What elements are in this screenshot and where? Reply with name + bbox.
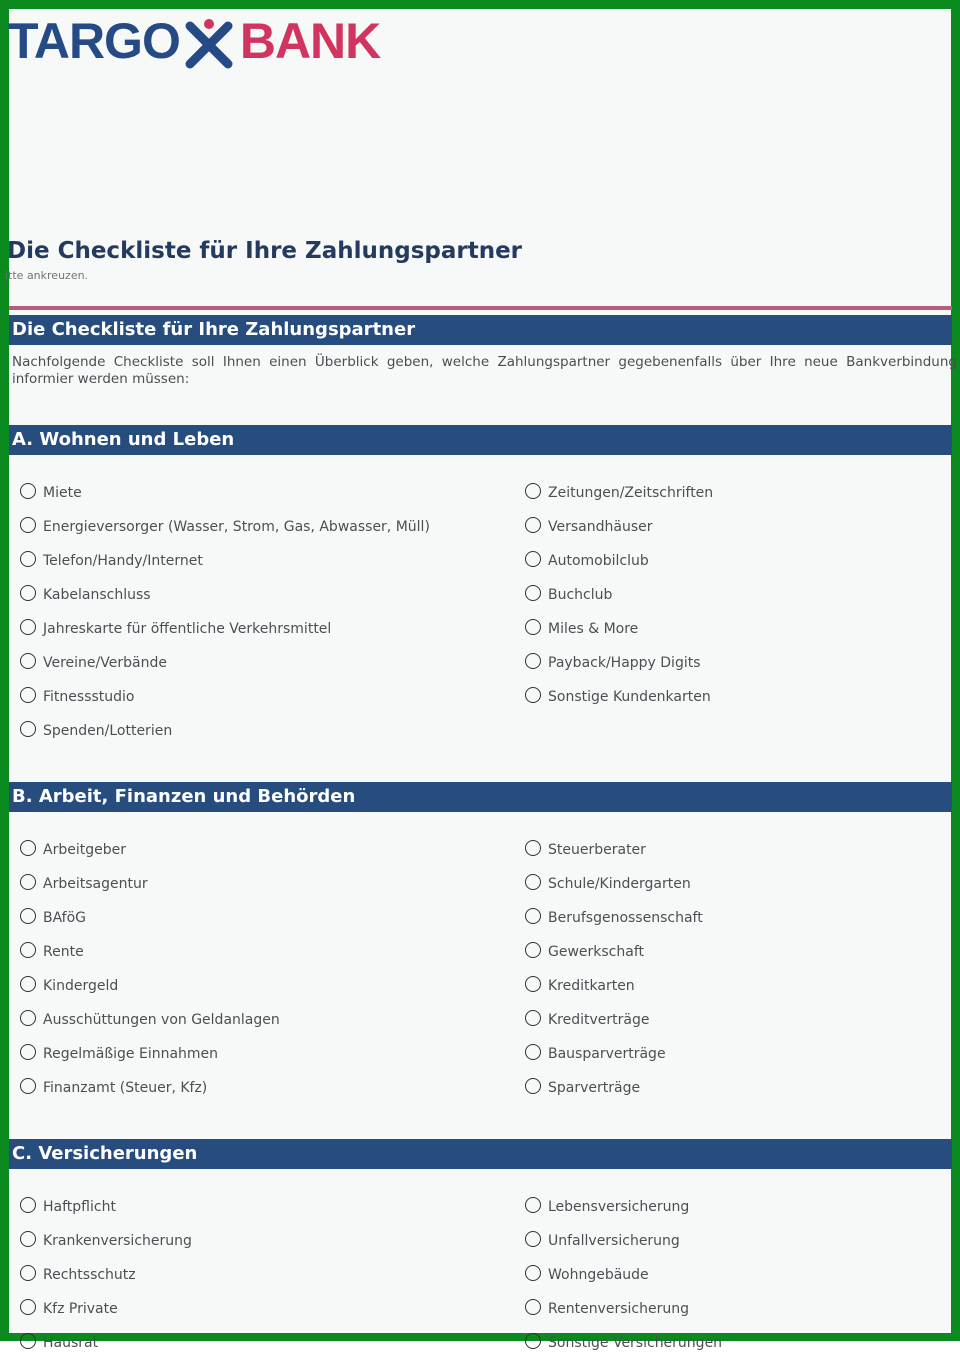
checklist-item-label: Energieversorger (Wasser, Strom, Gas, Abwasser, Müll) [43, 519, 430, 535]
checklist-item-label: Berufsgenossenschaft [548, 910, 703, 926]
logo-targo-text: TARGO [8, 13, 180, 69]
radio-button[interactable] [525, 483, 541, 499]
checklist-item-label: Unfallversicherung [548, 1233, 680, 1249]
checklist-item-label: Hausrat [43, 1335, 99, 1351]
radio-button[interactable] [20, 1197, 36, 1213]
checklist-item[interactable] [20, 1258, 192, 1292]
radio-button[interactable] [525, 1197, 541, 1213]
radio-button[interactable] [20, 1044, 36, 1060]
checklist-item[interactable] [20, 646, 430, 680]
checklist-item-label: Bausparverträge [548, 1046, 666, 1062]
checklist-item-label: Rechtsschutz [43, 1267, 136, 1283]
radio-button[interactable] [20, 483, 36, 499]
targobank-x-logo-icon [184, 16, 234, 66]
checklist-item[interactable] [525, 935, 703, 969]
checklist-item-label: Buchclub [548, 587, 613, 603]
checklist-item[interactable] [20, 578, 430, 612]
checklist-item-label: Regelmäßige Einnahmen [43, 1046, 219, 1062]
checklist-item[interactable] [525, 1258, 722, 1292]
checklist-item-label: Telefon/Handy/Internet [43, 553, 203, 569]
section-c-heading: C. Versicherungen [9, 1139, 952, 1169]
radio-button[interactable] [20, 1333, 36, 1349]
section-a-left-column [20, 476, 430, 748]
radio-button[interactable] [20, 1231, 36, 1247]
section-b-right-column [525, 833, 703, 1105]
checklist-document [5, 9, 957, 1351]
checklist-item[interactable] [20, 833, 280, 867]
checklist-item-label: Jahreskarte für öffentliche Verkehrsmittel [43, 621, 332, 637]
radio-button[interactable] [20, 619, 36, 635]
checklist-item[interactable] [525, 544, 713, 578]
intro-paragraph: Nachfolgende Checkliste soll Ihnen einen Überblick geben, welche Zahlungspartner gegebenenfalls über Ihre neue Bankverbindung informier werden müssen: [12, 354, 957, 387]
radio-button[interactable] [525, 585, 541, 601]
checklist-item[interactable] [20, 1190, 192, 1224]
checklist-item-label: Finanzamt (Steuer, Kfz) [43, 1080, 208, 1096]
checklist-item[interactable] [525, 612, 713, 646]
checklist-item[interactable] [525, 901, 703, 935]
checklist-item-label: Sonstige Kundenkarten [548, 689, 711, 705]
radio-button[interactable] [20, 517, 36, 533]
checklist-item[interactable] [525, 1224, 722, 1258]
radio-button[interactable] [20, 1299, 36, 1315]
radio-button[interactable] [20, 585, 36, 601]
checklist-item[interactable] [525, 1071, 703, 1105]
page-title: Die Checkliste für Ihre Zahlungspartner [7, 238, 523, 264]
checklist-item[interactable] [20, 1003, 280, 1037]
checklist-item[interactable] [525, 646, 713, 680]
radio-button[interactable] [525, 653, 541, 669]
checklist-item-label: BAföG [43, 910, 87, 926]
checklist-item[interactable] [20, 1224, 192, 1258]
checklist-item[interactable] [525, 680, 713, 714]
checklist-item[interactable] [525, 476, 713, 510]
checklist-item-label: Miete [43, 485, 82, 501]
radio-button[interactable] [525, 517, 541, 533]
targobank-logo [8, 11, 380, 71]
checklist-item-label: Sparverträge [548, 1080, 641, 1096]
radio-button[interactable] [20, 653, 36, 669]
checklist-item-label: Gewerkschaft [548, 944, 645, 960]
checklist-item[interactable] [525, 833, 703, 867]
checklist-item-label: Ausschüttungen von Geldanlagen [43, 1012, 280, 1028]
section-b-heading: B. Arbeit, Finanzen und Behörden [9, 782, 952, 812]
checklist-item-label: Vereine/Verbände [43, 655, 167, 671]
radio-button[interactable] [525, 976, 541, 992]
checklist-item-label: Kreditkarten [548, 978, 635, 994]
radio-button[interactable] [525, 687, 541, 703]
section-a-right-column [525, 476, 713, 714]
radio-button[interactable] [525, 942, 541, 958]
checklist-item-label: Kreditverträge [548, 1012, 650, 1028]
checklist-item[interactable] [20, 867, 280, 901]
radio-button[interactable] [20, 1010, 36, 1026]
radio-button[interactable] [20, 1265, 36, 1281]
checklist-item[interactable] [525, 578, 713, 612]
checklist-item-label: Kindergeld [43, 978, 119, 994]
radio-button[interactable] [525, 1299, 541, 1315]
checklist-item-label: Arbeitsagentur [43, 876, 148, 892]
checklist-item[interactable] [525, 1326, 722, 1360]
checklist-item-label: Haftpflicht [43, 1199, 116, 1215]
checklist-item[interactable] [525, 867, 703, 901]
checklist-item[interactable] [20, 1037, 280, 1071]
radio-button[interactable] [20, 551, 36, 567]
radio-button[interactable] [525, 840, 541, 856]
checklist-item[interactable] [525, 1003, 703, 1037]
checklist-item-label: Kfz Private [43, 1301, 118, 1317]
radio-button[interactable] [20, 976, 36, 992]
section-b-left-column [20, 833, 280, 1105]
radio-button[interactable] [525, 551, 541, 567]
radio-button[interactable] [525, 874, 541, 890]
checklist-item-label: Wohngebäude [548, 1267, 649, 1283]
checklist-item[interactable] [525, 510, 713, 544]
radio-button[interactable] [525, 1010, 541, 1026]
radio-button[interactable] [525, 908, 541, 924]
page-subtitle: itte ankreuzen. [5, 269, 89, 282]
checklist-item-label: Miles & More [548, 621, 639, 637]
checklist-item[interactable] [20, 714, 430, 748]
section-a-heading: A. Wohnen und Leben [9, 425, 952, 455]
radio-button[interactable] [525, 1044, 541, 1060]
checklist-item[interactable] [525, 969, 703, 1003]
checklist-item-label: Krankenversicherung [43, 1233, 192, 1249]
checklist-item[interactable] [20, 612, 430, 646]
logo-bank-text: BANK [239, 13, 381, 69]
checklist-item-label: Steuerberater [548, 842, 646, 858]
radio-button[interactable] [525, 1265, 541, 1281]
header-divider [9, 306, 952, 310]
radio-button[interactable] [525, 1333, 541, 1349]
checklist-item[interactable] [525, 1037, 703, 1071]
checklist-item[interactable] [20, 680, 430, 714]
checklist-item[interactable] [20, 935, 280, 969]
checklist-item-label: Rentenversicherung [548, 1301, 689, 1317]
checklist-item-label: Fitnessstudio [43, 689, 135, 705]
checklist-item-label: Schule/Kindergarten [548, 876, 691, 892]
intro-section-heading: Die Checkliste für Ihre Zahlungspartner [9, 315, 952, 345]
checklist-item-label: Lebensversicherung [548, 1199, 690, 1215]
checklist-item-label: Automobilclub [548, 553, 649, 569]
checklist-item-label: Sonstige Versicherungen [548, 1335, 723, 1351]
checklist-item[interactable] [20, 1292, 192, 1326]
radio-button[interactable] [20, 874, 36, 890]
checklist-item-label: Versandhäuser [548, 519, 653, 535]
radio-button[interactable] [20, 942, 36, 958]
checklist-item-label: Payback/Happy Digits [548, 655, 701, 671]
radio-button[interactable] [525, 1231, 541, 1247]
checklist-item[interactable] [20, 476, 430, 510]
checklist-item-label: Rente [43, 944, 84, 960]
checklist-item[interactable] [20, 544, 430, 578]
checklist-item-label: Arbeitgeber [43, 842, 126, 858]
checklist-item[interactable] [20, 901, 280, 935]
section-c-left-column [20, 1190, 192, 1360]
checklist-item-label: Kabelanschluss [43, 587, 151, 603]
radio-button[interactable] [20, 840, 36, 856]
radio-button[interactable] [525, 619, 541, 635]
checklist-item[interactable] [20, 969, 280, 1003]
radio-button[interactable] [20, 908, 36, 924]
radio-button[interactable] [20, 721, 36, 737]
checklist-item[interactable] [525, 1190, 722, 1224]
checklist-item-label: Spenden/Lotterien [43, 723, 173, 739]
checklist-item[interactable] [20, 1326, 192, 1360]
radio-button[interactable] [20, 687, 36, 703]
section-c-right-column [525, 1190, 722, 1360]
checklist-item[interactable] [20, 510, 430, 544]
checklist-item-label: Zeitungen/Zeitschriften [548, 485, 714, 501]
checklist-item[interactable] [525, 1292, 722, 1326]
checklist-item[interactable] [20, 1071, 280, 1105]
radio-button[interactable] [525, 1078, 541, 1094]
radio-button[interactable] [20, 1078, 36, 1094]
